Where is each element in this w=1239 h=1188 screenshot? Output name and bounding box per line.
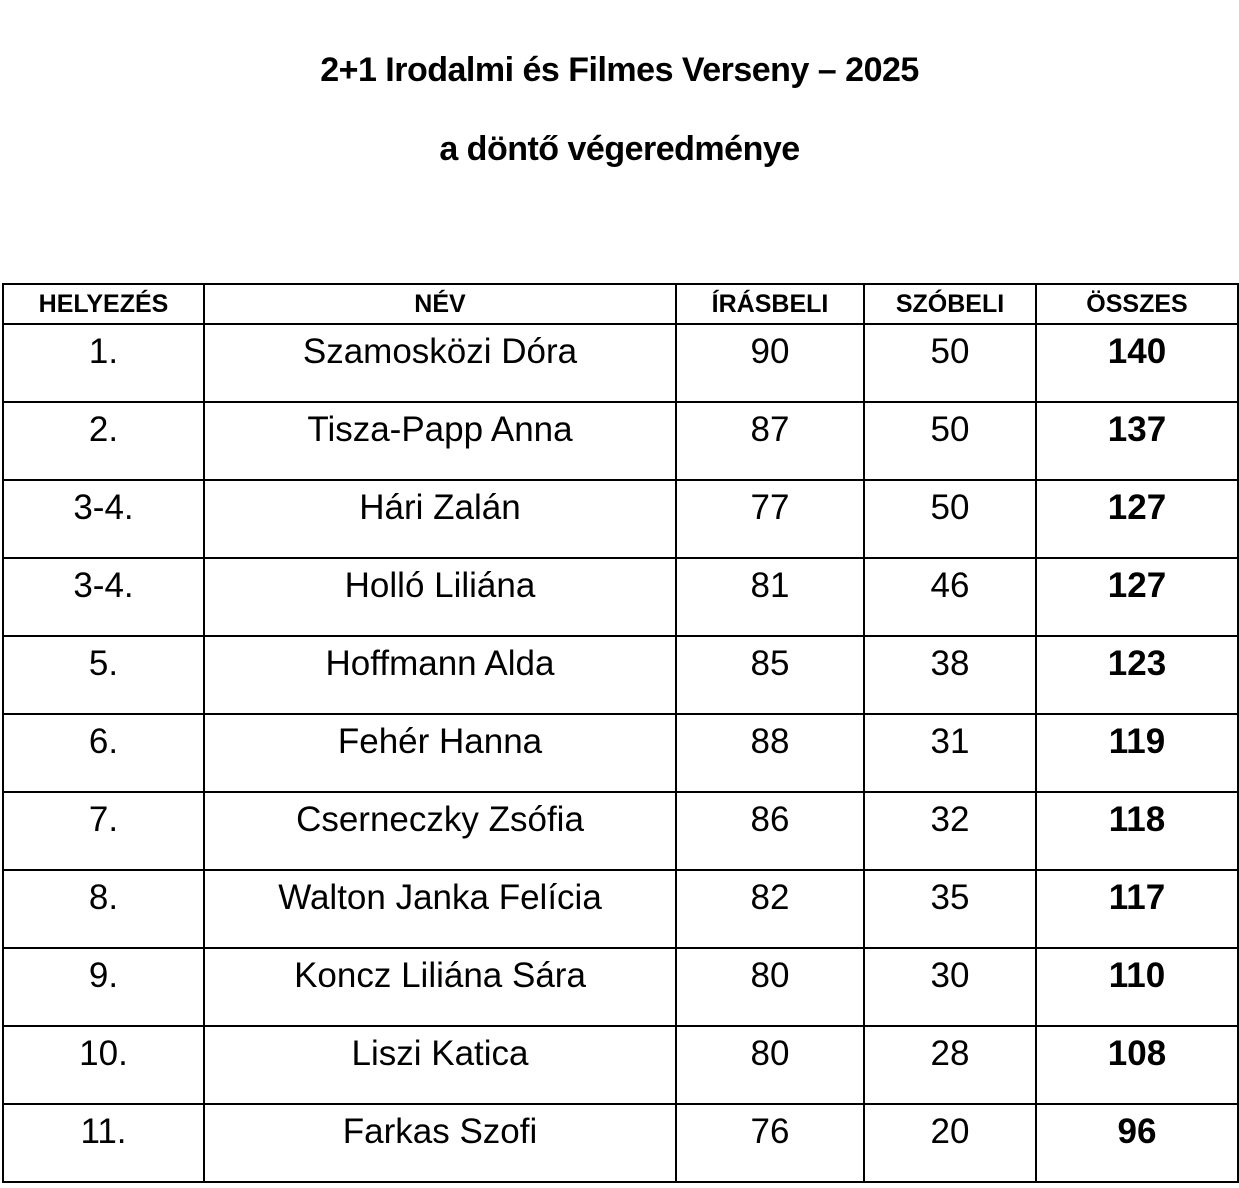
- name-cell: Tisza-Papp Anna: [204, 402, 676, 480]
- name-cell: Koncz Liliána Sára: [204, 948, 676, 1026]
- oral-score-cell: 50: [864, 402, 1036, 480]
- total-score-cell: 117: [1036, 870, 1238, 948]
- written-score-cell: 86: [676, 792, 864, 870]
- rank-cell: 11.: [3, 1104, 204, 1182]
- total-score-cell: 140: [1036, 324, 1238, 402]
- name-cell: Szamosközi Dóra: [204, 324, 676, 402]
- column-header-osszes: ÖSSZES: [1036, 284, 1238, 324]
- written-score-cell: 76: [676, 1104, 864, 1182]
- oral-score-cell: 50: [864, 480, 1036, 558]
- name-cell: Cserneczky Zsófia: [204, 792, 676, 870]
- page-title: 2+1 Irodalmi és Filmes Verseny – 2025: [320, 51, 919, 89]
- oral-score-cell: 32: [864, 792, 1036, 870]
- table-row: [3, 480, 1238, 558]
- table-row: [3, 324, 1238, 402]
- total-score-cell: 108: [1036, 1026, 1238, 1104]
- rank-cell: 8.: [3, 870, 204, 948]
- name-cell: Farkas Szofi: [204, 1104, 676, 1182]
- rank-cell: 9.: [3, 948, 204, 1026]
- rank-cell: 6.: [3, 714, 204, 792]
- rank-cell: 2.: [3, 402, 204, 480]
- written-score-cell: 80: [676, 948, 864, 1026]
- oral-score-cell: 50: [864, 324, 1036, 402]
- header-row: [3, 284, 1238, 324]
- table-row: [3, 1026, 1238, 1104]
- written-score-cell: 87: [676, 402, 864, 480]
- written-score-cell: 82: [676, 870, 864, 948]
- rank-cell: 1.: [3, 324, 204, 402]
- column-header-szobeli: SZÓBELI: [864, 284, 1036, 324]
- column-header-nev: NÉV: [204, 284, 676, 324]
- rank-cell: 5.: [3, 636, 204, 714]
- rank-cell: 10.: [3, 1026, 204, 1104]
- total-score-cell: 118: [1036, 792, 1238, 870]
- rank-cell: 3-4.: [3, 558, 204, 636]
- oral-score-cell: 46: [864, 558, 1036, 636]
- oral-score-cell: 30: [864, 948, 1036, 1026]
- total-score-cell: 137: [1036, 402, 1238, 480]
- written-score-cell: 81: [676, 558, 864, 636]
- table-row: [3, 714, 1238, 792]
- column-header-helyezes: HELYEZÉS: [3, 284, 204, 324]
- name-cell: Liszi Katica: [204, 1026, 676, 1104]
- name-cell: Holló Liliána: [204, 558, 676, 636]
- total-score-cell: 96: [1036, 1104, 1238, 1182]
- table-row: [3, 870, 1238, 948]
- written-score-cell: 77: [676, 480, 864, 558]
- rank-cell: 3-4.: [3, 480, 204, 558]
- oral-score-cell: 28: [864, 1026, 1036, 1104]
- name-cell: Fehér Hanna: [204, 714, 676, 792]
- written-score-cell: 90: [676, 324, 864, 402]
- written-score-cell: 80: [676, 1026, 864, 1104]
- results-table: [2, 283, 1239, 1183]
- written-score-cell: 88: [676, 714, 864, 792]
- rank-cell: 7.: [3, 792, 204, 870]
- total-score-cell: 110: [1036, 948, 1238, 1026]
- results-table-body: [3, 324, 1238, 1182]
- name-cell: Hoffmann Alda: [204, 636, 676, 714]
- name-cell: Hári Zalán: [204, 480, 676, 558]
- oral-score-cell: 20: [864, 1104, 1036, 1182]
- name-cell: Walton Janka Felícia: [204, 870, 676, 948]
- written-score-cell: 85: [676, 636, 864, 714]
- column-header-irasbeli: ÍRÁSBELI: [676, 284, 864, 324]
- oral-score-cell: 31: [864, 714, 1036, 792]
- table-row: [3, 558, 1238, 636]
- table-row: [3, 402, 1238, 480]
- total-score-cell: 119: [1036, 714, 1238, 792]
- table-row: [3, 1104, 1238, 1182]
- page-subtitle: a döntő végeredménye: [439, 130, 800, 168]
- total-score-cell: 127: [1036, 558, 1238, 636]
- total-score-cell: 123: [1036, 636, 1238, 714]
- oral-score-cell: 35: [864, 870, 1036, 948]
- total-score-cell: 127: [1036, 480, 1238, 558]
- oral-score-cell: 38: [864, 636, 1036, 714]
- table-row: [3, 636, 1238, 714]
- table-row: [3, 792, 1238, 870]
- results-table-header: [3, 284, 1238, 324]
- table-row: [3, 948, 1238, 1026]
